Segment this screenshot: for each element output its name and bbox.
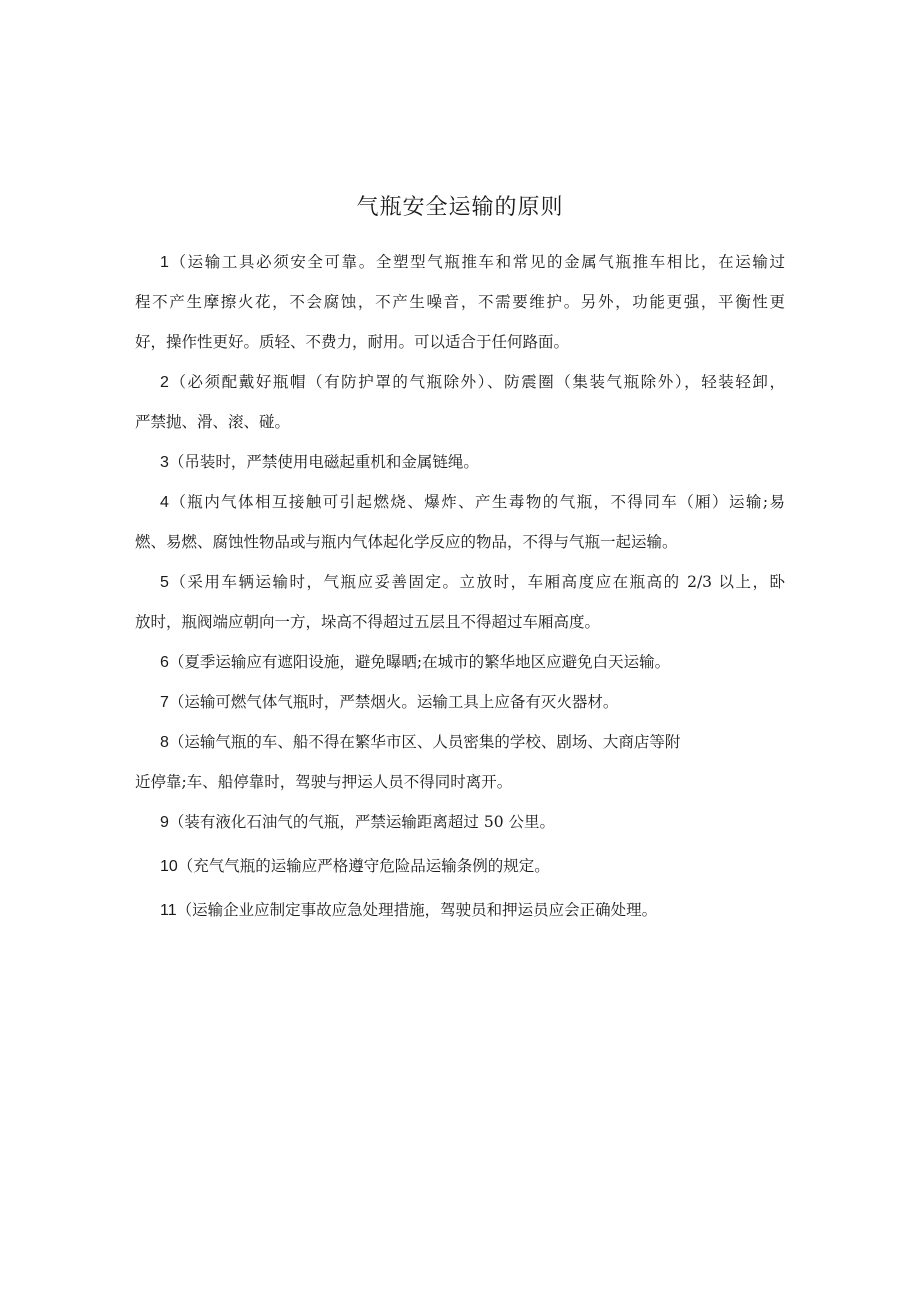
paragraph-line: 近停靠;车、船停靠时，驾驶与押运人员不得同时离开。 [135,773,513,791]
item-number: 2 [160,374,169,391]
paragraph-line: 燃、易燃、腐蚀性物品或与瓶内气体起化学反应的物品，不得与气瓶一起运输。 [135,533,678,551]
page-title: 气瓶安全运输的原则 [356,195,564,220]
item-number: 9 [160,814,169,831]
item-number: 6 [160,654,169,671]
item-number: 3 [160,454,169,471]
paragraph-line: 严禁抛、滑、滚、碰。 [135,413,291,431]
item-number: 1 [160,254,169,271]
paragraph-line: 4（瓶内气体相互接触可引起燃烧、爆炸、产生毒物的气瓶，不得同车（厢）运输;易 [160,493,785,511]
paragraph-line: 程不产生摩擦火花，不会腐蚀，不产生噪音，不需要维护。另外，功能更强，平衡性更 [135,293,785,311]
paragraph-line: 2（必须配戴好瓶帽（有防护罩的气瓶除外）、防震圈（集装气瓶除外），轻装轻卸， [160,373,785,391]
paragraph-line: 5（采用车辆运输时，气瓶应妥善固定。立放时，车厢高度应在瓶高的 2/3 以上，卧 [160,573,785,591]
paragraph-line: 11（运输企业应制定事故应急处理措施，驾驶员和押运员应会正确处理。 [160,901,658,919]
paragraph-line: 1（运输工具必须安全可靠。全塑型气瓶推车和常见的金属气瓶推车相比，在运输过 [160,253,785,271]
item-number: 4 [160,494,169,511]
paragraph-line: 6（夏季运输应有遮阳设施，避免曝晒;在城市的繁华地区应避免白天运输。 [160,653,671,671]
paragraph-line: 放时，瓶阀端应朝向一方，垛高不得超过五层且不得超过车厢高度。 [135,613,601,631]
item-number: 5 [160,574,169,591]
item-number: 10 [160,858,178,875]
paragraph-line: 10（充气气瓶的运输应严格遵守危险品运输条例的规定。 [160,857,550,875]
paragraph-line: 7（运输可燃气体气瓶时，严禁烟火。运输工具上应备有灭火器材。 [160,693,619,711]
item-number: 7 [160,694,169,711]
paragraph-line: 3（吊装时，严禁使用电磁起重机和金属链绳。 [160,453,479,471]
paragraph-line: 8（运输气瓶的车、船不得在繁华市区、人员密集的学校、剧场、大商店等附 [160,733,681,751]
item-number: 11 [160,902,177,919]
paragraph-line: 好，操作性更好。质轻、不费力，耐用。可以适合于任何路面。 [135,333,570,351]
item-number: 8 [160,734,169,751]
paragraph-line: 9（装有液化石油气的气瓶，严禁运输距离超过 50 公里。 [160,813,555,831]
